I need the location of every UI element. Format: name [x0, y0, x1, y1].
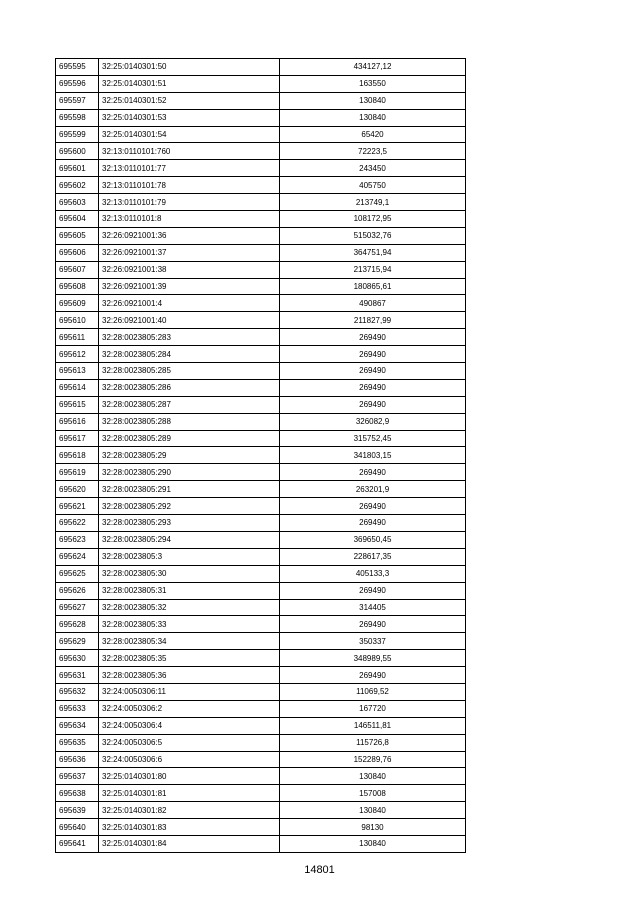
- value-cell: 314405: [280, 599, 466, 616]
- value-cell: 11069,52: [280, 683, 466, 700]
- table-row: [56, 177, 466, 194]
- cadastral-number-cell: 32:26:0921001:36: [99, 227, 280, 244]
- value-cell: 130840: [280, 802, 466, 819]
- value-cell: 263201,9: [280, 481, 466, 498]
- cadastral-number-cell: 32:25:0140301:80: [99, 768, 280, 785]
- table-row: [56, 802, 466, 819]
- cadastral-number-cell: 32:28:0023805:31: [99, 582, 280, 599]
- row-id-cell: 695598: [56, 109, 99, 126]
- cadastral-number-cell: 32:26:0921001:40: [99, 312, 280, 329]
- cadastral-number-cell: 32:24:0050306:11: [99, 683, 280, 700]
- cadastral-number-cell: 32:25:0140301:83: [99, 819, 280, 836]
- cadastral-number-cell: 32:25:0140301:54: [99, 126, 280, 143]
- cadastral-number-cell: 32:26:0921001:37: [99, 244, 280, 261]
- table-row: [56, 700, 466, 717]
- cadastral-number-cell: 32:13:0110101:79: [99, 194, 280, 211]
- cadastral-number-cell: 32:13:0110101:78: [99, 177, 280, 194]
- value-cell: 405133,3: [280, 565, 466, 582]
- value-cell: 269490: [280, 396, 466, 413]
- cadastral-number-cell: 32:28:0023805:289: [99, 430, 280, 447]
- table-row: [56, 261, 466, 278]
- cadastral-number-cell: 32:25:0140301:51: [99, 75, 280, 92]
- value-cell: 130840: [280, 109, 466, 126]
- row-id-cell: 695596: [56, 75, 99, 92]
- row-id-cell: 695602: [56, 177, 99, 194]
- cadastral-number-cell: 32:25:0140301:82: [99, 802, 280, 819]
- value-cell: 434127,12: [280, 59, 466, 76]
- row-id-cell: 695610: [56, 312, 99, 329]
- value-cell: 152289,76: [280, 751, 466, 768]
- table-row: [56, 75, 466, 92]
- row-id-cell: 695612: [56, 346, 99, 363]
- row-id-cell: 695616: [56, 413, 99, 430]
- value-cell: 269490: [280, 464, 466, 481]
- cadastral-number-cell: 32:28:0023805:285: [99, 363, 280, 380]
- value-cell: 269490: [280, 379, 466, 396]
- row-id-cell: 695608: [56, 278, 99, 295]
- row-id-cell: 695641: [56, 835, 99, 852]
- value-cell: 315752,45: [280, 430, 466, 447]
- table-row: [56, 211, 466, 228]
- cadastral-number-cell: 32:28:0023805:291: [99, 481, 280, 498]
- cadastral-number-cell: 32:25:0140301:53: [99, 109, 280, 126]
- value-cell: 369650,45: [280, 531, 466, 548]
- table-row: [56, 683, 466, 700]
- value-cell: 269490: [280, 667, 466, 684]
- table-row: [56, 160, 466, 177]
- value-cell: 130840: [280, 768, 466, 785]
- cadastral-number-cell: 32:28:0023805:33: [99, 616, 280, 633]
- table-row: [56, 785, 466, 802]
- row-id-cell: 695601: [56, 160, 99, 177]
- cadastral-number-cell: 32:28:0023805:30: [99, 565, 280, 582]
- table-row: [56, 413, 466, 430]
- table-row: [56, 531, 466, 548]
- row-id-cell: 695636: [56, 751, 99, 768]
- row-id-cell: 695605: [56, 227, 99, 244]
- row-id-cell: 695639: [56, 802, 99, 819]
- cadastral-number-cell: 32:24:0050306:2: [99, 700, 280, 717]
- table-row: [56, 143, 466, 160]
- row-id-cell: 695619: [56, 464, 99, 481]
- cadastral-number-cell: 32:28:0023805:29: [99, 447, 280, 464]
- value-cell: 490867: [280, 295, 466, 312]
- row-id-cell: 695613: [56, 363, 99, 380]
- table-row: [56, 768, 466, 785]
- row-id-cell: 695617: [56, 430, 99, 447]
- value-cell: 269490: [280, 363, 466, 380]
- value-cell: 213715,94: [280, 261, 466, 278]
- table-row: [56, 734, 466, 751]
- table-row: [56, 751, 466, 768]
- row-id-cell: 695597: [56, 92, 99, 109]
- value-cell: 341803,15: [280, 447, 466, 464]
- row-id-cell: 695628: [56, 616, 99, 633]
- table-row: [56, 835, 466, 852]
- table-row: [56, 430, 466, 447]
- row-id-cell: 695623: [56, 531, 99, 548]
- cadastral-number-cell: 32:26:0921001:4: [99, 295, 280, 312]
- value-cell: 130840: [280, 835, 466, 852]
- row-id-cell: 695638: [56, 785, 99, 802]
- row-id-cell: 695620: [56, 481, 99, 498]
- cadastral-number-cell: 32:26:0921001:39: [99, 278, 280, 295]
- cadastral-number-cell: 32:28:0023805:34: [99, 633, 280, 650]
- cadastral-number-cell: 32:28:0023805:283: [99, 329, 280, 346]
- table-row: [56, 464, 466, 481]
- value-cell: 98130: [280, 819, 466, 836]
- table-row: [56, 599, 466, 616]
- table-row: [56, 548, 466, 565]
- cadastral-number-cell: 32:25:0140301:84: [99, 835, 280, 852]
- table-body: [56, 59, 466, 853]
- cadastral-number-cell: 32:25:0140301:52: [99, 92, 280, 109]
- value-cell: 146511,81: [280, 717, 466, 734]
- value-cell: 269490: [280, 582, 466, 599]
- row-id-cell: 695631: [56, 667, 99, 684]
- table-row: [56, 329, 466, 346]
- table-row: [56, 346, 466, 363]
- row-id-cell: 695599: [56, 126, 99, 143]
- row-id-cell: 695604: [56, 211, 99, 228]
- cadastral-number-cell: 32:24:0050306:6: [99, 751, 280, 768]
- row-id-cell: 695627: [56, 599, 99, 616]
- cadastral-number-cell: 32:25:0140301:50: [99, 59, 280, 76]
- value-cell: 130840: [280, 92, 466, 109]
- value-cell: 72223,5: [280, 143, 466, 160]
- page-number: 14801: [304, 864, 335, 876]
- value-cell: 243450: [280, 160, 466, 177]
- cadastral-number-cell: 32:28:0023805:36: [99, 667, 280, 684]
- row-id-cell: 695635: [56, 734, 99, 751]
- value-cell: 269490: [280, 498, 466, 515]
- table-row: [56, 565, 466, 582]
- row-id-cell: 695606: [56, 244, 99, 261]
- cadastral-number-cell: 32:28:0023805:3: [99, 548, 280, 565]
- cadastral-number-cell: 32:28:0023805:32: [99, 599, 280, 616]
- table-row: [56, 278, 466, 295]
- cadastral-number-cell: 32:28:0023805:293: [99, 515, 280, 532]
- value-cell: 269490: [280, 329, 466, 346]
- table-row: [56, 633, 466, 650]
- value-cell: 515032,76: [280, 227, 466, 244]
- cadastral-number-cell: 32:13:0110101:77: [99, 160, 280, 177]
- row-id-cell: 695621: [56, 498, 99, 515]
- row-id-cell: 695626: [56, 582, 99, 599]
- table-row: [56, 59, 466, 76]
- table-row: [56, 717, 466, 734]
- cadastral-number-cell: 32:28:0023805:294: [99, 531, 280, 548]
- table-row: [56, 616, 466, 633]
- value-cell: 65420: [280, 126, 466, 143]
- table-row: [56, 194, 466, 211]
- row-id-cell: 695624: [56, 548, 99, 565]
- value-cell: 157008: [280, 785, 466, 802]
- table-row: [56, 582, 466, 599]
- value-cell: 364751,94: [280, 244, 466, 261]
- row-id-cell: 695600: [56, 143, 99, 160]
- table-row: [56, 363, 466, 380]
- value-cell: 211827,99: [280, 312, 466, 329]
- cadastral-number-cell: 32:24:0050306:4: [99, 717, 280, 734]
- table-row: [56, 667, 466, 684]
- value-cell: 348989,55: [280, 650, 466, 667]
- row-id-cell: 695634: [56, 717, 99, 734]
- cadastral-number-cell: 32:13:0110101:8: [99, 211, 280, 228]
- cadastral-number-cell: 32:28:0023805:286: [99, 379, 280, 396]
- table-row: [56, 481, 466, 498]
- value-cell: 326082,9: [280, 413, 466, 430]
- cadastral-number-cell: 32:24:0050306:5: [99, 734, 280, 751]
- cadastral-number-cell: 32:28:0023805:35: [99, 650, 280, 667]
- row-id-cell: 695629: [56, 633, 99, 650]
- row-id-cell: 695614: [56, 379, 99, 396]
- table-row: [56, 312, 466, 329]
- cadastral-number-cell: 32:13:0110101:760: [99, 143, 280, 160]
- cadastral-number-cell: 32:28:0023805:284: [99, 346, 280, 363]
- table-row: [56, 819, 466, 836]
- table-row: [56, 295, 466, 312]
- row-id-cell: 695603: [56, 194, 99, 211]
- table-row: [56, 396, 466, 413]
- value-cell: 350337: [280, 633, 466, 650]
- row-id-cell: 695632: [56, 683, 99, 700]
- cadastral-number-cell: 32:28:0023805:287: [99, 396, 280, 413]
- value-cell: 269490: [280, 346, 466, 363]
- row-id-cell: 695633: [56, 700, 99, 717]
- table-row: [56, 650, 466, 667]
- row-id-cell: 695618: [56, 447, 99, 464]
- row-id-cell: 695640: [56, 819, 99, 836]
- row-id-cell: 695625: [56, 565, 99, 582]
- value-cell: 269490: [280, 515, 466, 532]
- row-id-cell: 695615: [56, 396, 99, 413]
- cadastral-number-cell: 32:28:0023805:290: [99, 464, 280, 481]
- row-id-cell: 695611: [56, 329, 99, 346]
- table-row: [56, 109, 466, 126]
- cadastral-number-cell: 32:26:0921001:38: [99, 261, 280, 278]
- table-row: [56, 244, 466, 261]
- value-cell: 405750: [280, 177, 466, 194]
- table-row: [56, 498, 466, 515]
- row-id-cell: 695630: [56, 650, 99, 667]
- row-id-cell: 695607: [56, 261, 99, 278]
- table-row: [56, 92, 466, 109]
- table-row: [56, 447, 466, 464]
- row-id-cell: 695609: [56, 295, 99, 312]
- cadastral-value-table: [55, 58, 466, 853]
- value-cell: 180865,61: [280, 278, 466, 295]
- row-id-cell: 695595: [56, 59, 99, 76]
- value-cell: 167720: [280, 700, 466, 717]
- value-cell: 269490: [280, 616, 466, 633]
- value-cell: 163550: [280, 75, 466, 92]
- table-row: [56, 126, 466, 143]
- table-row: [56, 227, 466, 244]
- table-row: [56, 379, 466, 396]
- cadastral-number-cell: 32:28:0023805:288: [99, 413, 280, 430]
- row-id-cell: 695637: [56, 768, 99, 785]
- cadastral-number-cell: 32:25:0140301:81: [99, 785, 280, 802]
- table-row: [56, 515, 466, 532]
- value-cell: 108172,95: [280, 211, 466, 228]
- value-cell: 115726,8: [280, 734, 466, 751]
- row-id-cell: 695622: [56, 515, 99, 532]
- value-cell: 228617,35: [280, 548, 466, 565]
- cadastral-number-cell: 32:28:0023805:292: [99, 498, 280, 515]
- value-cell: 213749,1: [280, 194, 466, 211]
